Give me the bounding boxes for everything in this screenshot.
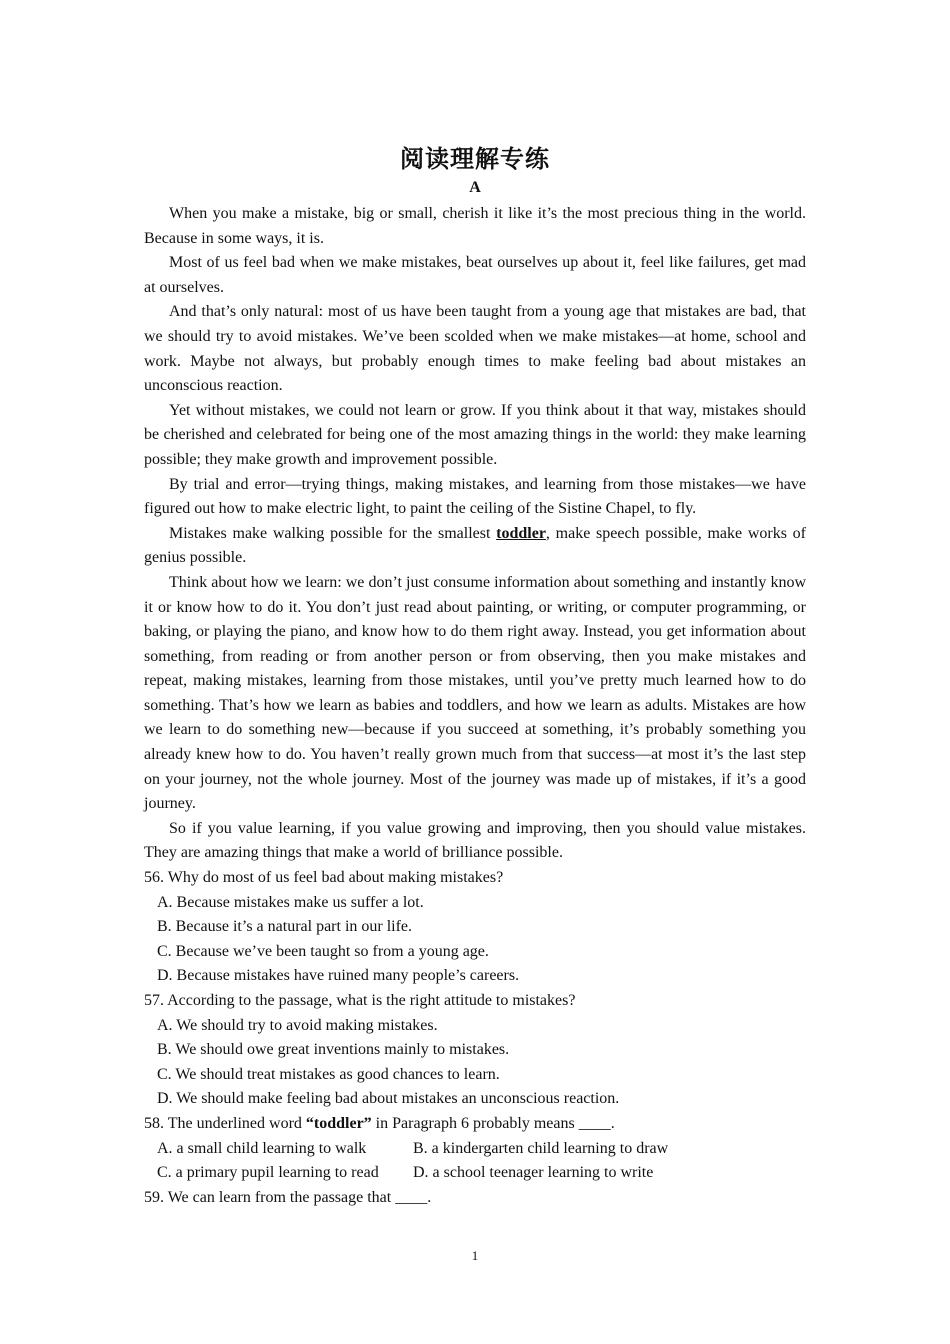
option-c: C. a primary pupil learning to read: [157, 1164, 379, 1182]
paragraph-7: Think about how we learn: we don’t just consume information about something and instantly know it or know how to do it. You don’t just read about painting, or writing, or computer programming, or baking, or playing the piano, and know how to do them right away. Instead, you get information about something, from reading or from another person or from observing, then you make mistakes and repeat, making mistakes, learning from those mistakes, until you’ve pretty much learned how to do something. That’s how we learn as babies and toddlers, and how we learn as adults. Mistakes are how we learn to do something new—because if you succeed at something, it’s probably something you already knew how to do. You haven’t really grown much from that success—at most it’s the last step on your journey, not the whole journey. Most of the journey was made up of mistakes, if it’s a good journey.: [144, 573, 806, 813]
paragraph-3: And that’s only natural: most of us have been taught from a young age that mistakes are bad, that we should try to avoid mistakes. We’ve been scolded when we make mistakes—at home, school and work. Maybe not always, but probably enough times to make feeling bad about mistakes an unconscious reaction.: [144, 303, 806, 395]
option-b: B. We should owe great inventions mainly to mistakes.: [157, 1041, 510, 1059]
paragraph-4: Yet without mistakes, we could not learn or grow. If you think about it that way, mistakes should be cherished and celebrated for being one of the most amazing things in the world: they make learning possible; they make growth and improvement possible.: [144, 401, 806, 468]
paragraph-5: By trial and error—trying things, making mistakes, and learning from those mistakes—we have figured out how to make electric light, to paint the ceiling of the Sistine Chapel, to fly.: [144, 475, 806, 518]
underlined-word: toddler: [496, 524, 546, 542]
stem-before: 58. The underlined word: [144, 1114, 306, 1132]
paragraph-6-after: , make speech possible, make works of genius possible.: [144, 524, 806, 567]
option-d: D. We should make feeling bad about mistakes an unconscious reaction.: [157, 1090, 620, 1108]
page-title: 阅读理解专练: [400, 145, 550, 173]
question-57: [144, 989, 806, 1112]
option-d: D. Because mistakes have ruined many people’s careers.: [157, 967, 520, 985]
option-row: [144, 1161, 806, 1186]
option-b: B. Because it’s a natural part in our life.: [157, 918, 413, 936]
option-a: A. a small child learning to walk: [157, 1139, 367, 1157]
option-a: A. We should try to avoid making mistakes.: [157, 1016, 438, 1034]
question-stem: 56. Why do most of us feel bad about making mistakes?: [144, 869, 504, 887]
paragraph-6-before: Mistakes make walking possible for the smallest: [169, 524, 497, 542]
section-label: A: [469, 179, 481, 196]
option-b: B. a kindergarten child learning to draw: [413, 1139, 669, 1157]
question-58: [144, 1112, 806, 1186]
option-c: C. We should treat mistakes as good chances to learn.: [157, 1065, 500, 1083]
document-page: [144, 140, 806, 1210]
option-c: C. Because we’ve been taught so from a young age.: [157, 942, 489, 960]
option-d: D. a school teenager learning to write: [413, 1164, 654, 1182]
question-56: [144, 866, 806, 989]
page-number: 1: [471, 1248, 479, 1263]
question-stem: [144, 1112, 806, 1137]
paragraph-6: [144, 522, 806, 571]
option-a: A. Because mistakes make us suffer a lot.: [157, 893, 424, 911]
paragraph-2: Most of us feel bad when we make mistakes, beat ourselves up about it, feel like failures, get mad at ourselves.: [144, 254, 806, 296]
paragraph-8: So if you value learning, if you value growing and improving, then you should value mistakes. They are amazing things that make a world of brilliance possible.: [144, 819, 806, 862]
stem-keyword: “toddler”: [305, 1114, 372, 1132]
paragraph-1: When you make a mistake, big or small, cherish it like it’s the most precious thing in the world. Because in some ways, it is.: [144, 205, 806, 247]
question-stem: 57. According to the passage, what is the right attitude to mistakes?: [144, 992, 576, 1009]
question-59: [144, 1186, 806, 1211]
stem-after: in Paragraph 6 probably means ____.: [371, 1114, 615, 1132]
question-stem: 59. We can learn from the passage that ____.: [144, 1188, 432, 1206]
option-row: [144, 1137, 806, 1162]
